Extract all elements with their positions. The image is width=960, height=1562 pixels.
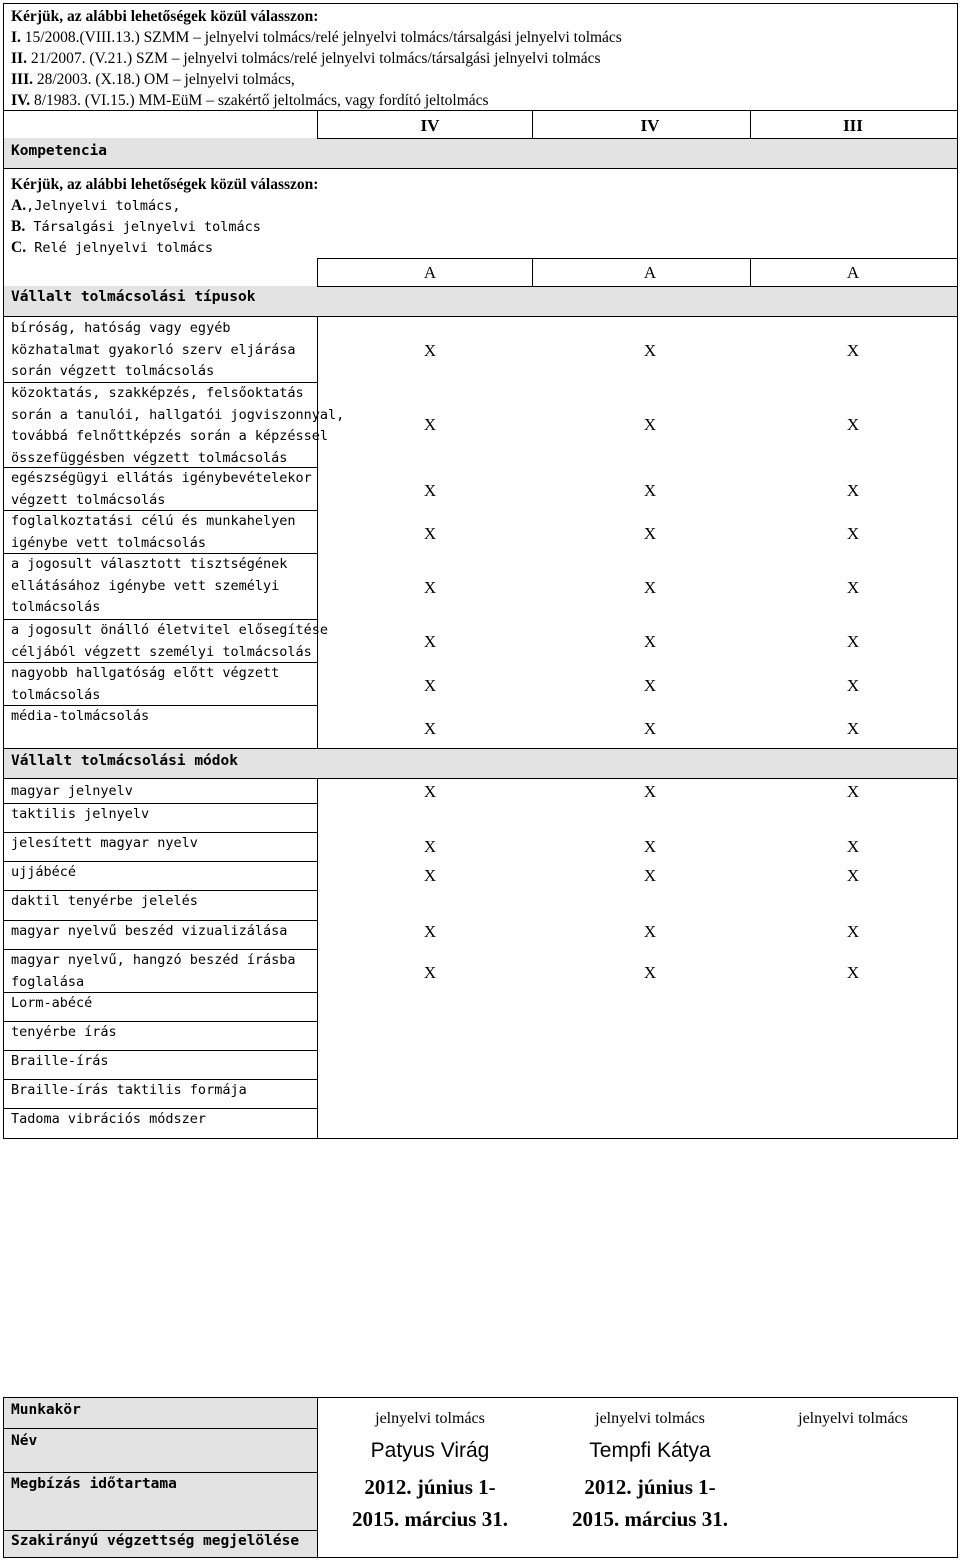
tipusok-row-mark: X — [846, 719, 860, 738]
modok-row-label: jelesített magyar nyelv — [11, 835, 198, 851]
modok-row-mark: X — [846, 963, 860, 982]
megbizas-label: Megbízás időtartama — [11, 1476, 177, 1492]
tipusok-row-label: során végzett tolmácsolás — [11, 363, 215, 379]
modok-row-label: ujjábécé — [11, 864, 77, 880]
tipusok-row-mark: X — [423, 524, 437, 543]
munkakor-label: Munkakör — [11, 1402, 81, 1418]
kompetencia-value-3: A — [846, 263, 860, 282]
modok-row-mark: X — [846, 837, 860, 856]
tipusok-row-label: továbbá felnőttképzés során a képzéssel — [11, 428, 328, 444]
tipusok-row-mark: X — [423, 676, 437, 695]
tipusok-row-label: közoktatás, szakképzés, felsőoktatás — [11, 385, 304, 401]
modok-row-label: Lorm-abécé — [11, 995, 93, 1011]
tipusok-row-mark: X — [643, 578, 657, 597]
tipusok-row-label: közhatalmat gyakorló szerv eljárása — [11, 341, 296, 358]
tipusok-row-label: egészségügyi ellátás igénybevételekor — [11, 470, 312, 486]
tipusok-row-label: nagyobb hallgatóság előtt végzett — [11, 665, 280, 681]
tipusok-row-label: végzett tolmácsolás — [11, 491, 166, 508]
modok-row-mark: X — [846, 866, 860, 885]
header-option-1: I. 15/2008.(VIII.13.) SZMM – jelnyelvi tolmács/relé jelnyelvi tolmács/társalgási jelnyelvi tolmács — [11, 29, 622, 46]
modok-row-mark: X — [423, 837, 437, 856]
megbizas-value-2: 2012. június 1- 2015. március 31. — [572, 1475, 728, 1531]
header-option-2: II. 21/2007. (V.21.) SZM – jelnyelvi tolmács/relé jelnyelvi tolmács/társalgási jelnyelvi tolmács — [11, 50, 601, 67]
modok-title: Vállalt tolmácsolási módok — [11, 753, 238, 769]
modok-row-mark: X — [643, 782, 657, 801]
header-option-3: III. 28/2003. (X.18.) OM – jelnyelvi tolmács, — [11, 71, 295, 88]
tipusok-row-label: tolmácsolás — [11, 599, 101, 615]
tipusok-row-mark: X — [846, 676, 860, 695]
kompetencia-value-1: A — [423, 263, 437, 282]
tipusok-row-mark: X — [643, 676, 657, 695]
tipusok-row-label: foglalkoztatási célú és munkahelyen — [11, 513, 296, 529]
tipusok-row-label: összefüggésben végzett tolmácsolás — [11, 449, 288, 466]
tipusok-row-label: igénybe vett tolmácsolás — [11, 534, 207, 551]
munkakor-value-1: jelnyelvi tolmács — [375, 1410, 485, 1427]
tipusok-row-label: tolmácsolás — [11, 686, 101, 703]
modok-row-label: magyar nyelvű, hangzó beszéd írásba — [11, 952, 296, 968]
tipusok-row-label: során a tanulói, hallgatói jogviszonnyal, — [11, 406, 345, 423]
megbizas-value-1: 2012. június 1- 2015. március 31. — [352, 1475, 508, 1531]
modok-row-mark: X — [846, 782, 860, 801]
tipusok-row-label: a jogosult választott tisztségének — [11, 556, 288, 572]
kompetencia-title: Kompetencia — [11, 143, 108, 159]
kompetencia-value-2: A — [643, 263, 657, 282]
modok-row-mark: X — [643, 837, 657, 856]
tipusok-row-mark: X — [846, 578, 860, 597]
tipusok-row-mark: X — [423, 341, 437, 360]
tipusok-row-mark: X — [423, 719, 437, 738]
tipusok-row-label: média-tolmácsolás — [11, 708, 150, 724]
modok-row-label: daktil tenyérbe jelelés — [11, 893, 198, 909]
tipusok-row-mark: X — [423, 578, 437, 597]
tipusok-row-mark: X — [846, 524, 860, 543]
header-value-1: IV — [420, 116, 440, 135]
kompetencia-option-a: A.,Jelnyelvi tolmács, — [11, 197, 181, 214]
tipusok-row-mark: X — [846, 415, 860, 434]
modok-row-label: foglalása — [11, 973, 85, 990]
modok-row-label: tenyérbe írás — [11, 1024, 117, 1040]
tipusok-row-label: céljából végzett személyi tolmácsolás — [11, 643, 312, 660]
tipusok-row-mark: X — [846, 632, 860, 651]
kompetencia-band — [4, 138, 957, 168]
tipusok-row-mark: X — [643, 341, 657, 360]
tipusok-row-mark: X — [643, 719, 657, 738]
kompetencia-option-b: B. Társalgási jelnyelvi tolmács — [11, 218, 261, 235]
modok-row-mark: X — [643, 866, 657, 885]
header-prompt: Kérjük, az alábbi lehetőségek közül válasszon: — [11, 8, 319, 25]
szakiranyu-label: Szakirányú végzettség megjelölése — [11, 1533, 300, 1549]
tipusok-row-mark: X — [643, 415, 657, 434]
tipusok-row-mark: X — [423, 415, 437, 434]
tipusok-title: Vállalt tolmácsolási típusok — [11, 289, 256, 305]
modok-row-mark: X — [423, 963, 437, 982]
modok-row-label: magyar jelnyelv — [11, 783, 133, 799]
kompetencia-prompt: Kérjük, az alábbi lehetőségek közül válasszon: — [11, 176, 319, 193]
kompetencia-option-c: C. Relé jelnyelvi tolmács — [11, 239, 214, 256]
header-value-3: III — [843, 116, 863, 135]
tipusok-row-mark: X — [423, 632, 437, 651]
header-value-2: IV — [640, 116, 660, 135]
tipusok-row-mark: X — [846, 481, 860, 500]
munkakor-value-2: jelnyelvi tolmács — [595, 1410, 705, 1427]
modok-row-label: Braille-írás taktilis formája — [11, 1082, 247, 1098]
munkakor-value-3: jelnyelvi tolmács — [798, 1410, 908, 1427]
tipusok-row-label: ellátásához igénybe vett személyi — [11, 577, 280, 594]
tipusok-row-mark: X — [643, 481, 657, 500]
tipusok-row-mark: X — [423, 481, 437, 500]
tipusok-row-mark: X — [846, 341, 860, 360]
tipusok-row-label: bíróság, hatóság vagy egyéb — [11, 320, 231, 336]
tipusok-row-label: a jogosult önálló életvitel elősegítése — [11, 622, 328, 638]
tipusok-row-mark: X — [643, 524, 657, 543]
modok-row-label: taktilis jelnyelv — [11, 806, 150, 822]
nev-value-2: Tempfi Kátya — [589, 1439, 711, 1462]
modok-row-label: Tadoma vibrációs módszer — [11, 1111, 207, 1127]
modok-row-label: magyar nyelvű beszéd vizualizálása — [11, 923, 288, 939]
tipusok-row-mark: X — [643, 632, 657, 651]
modok-row-label: Braille-írás — [11, 1053, 109, 1069]
modok-row-mark: X — [423, 922, 437, 941]
modok-row-mark: X — [846, 922, 860, 941]
modok-row-mark: X — [423, 782, 437, 801]
header-option-4: IV. 8/1983. (VI.15.) MM-EüM – szakértő jeltolmács, vagy fordító jeltolmács — [11, 92, 489, 109]
modok-row-mark: X — [423, 866, 437, 885]
modok-row-mark: X — [643, 922, 657, 941]
nev-label: Név — [11, 1433, 38, 1449]
nev-value-1: Patyus Virág — [370, 1439, 490, 1462]
modok-row-mark: X — [643, 963, 657, 982]
